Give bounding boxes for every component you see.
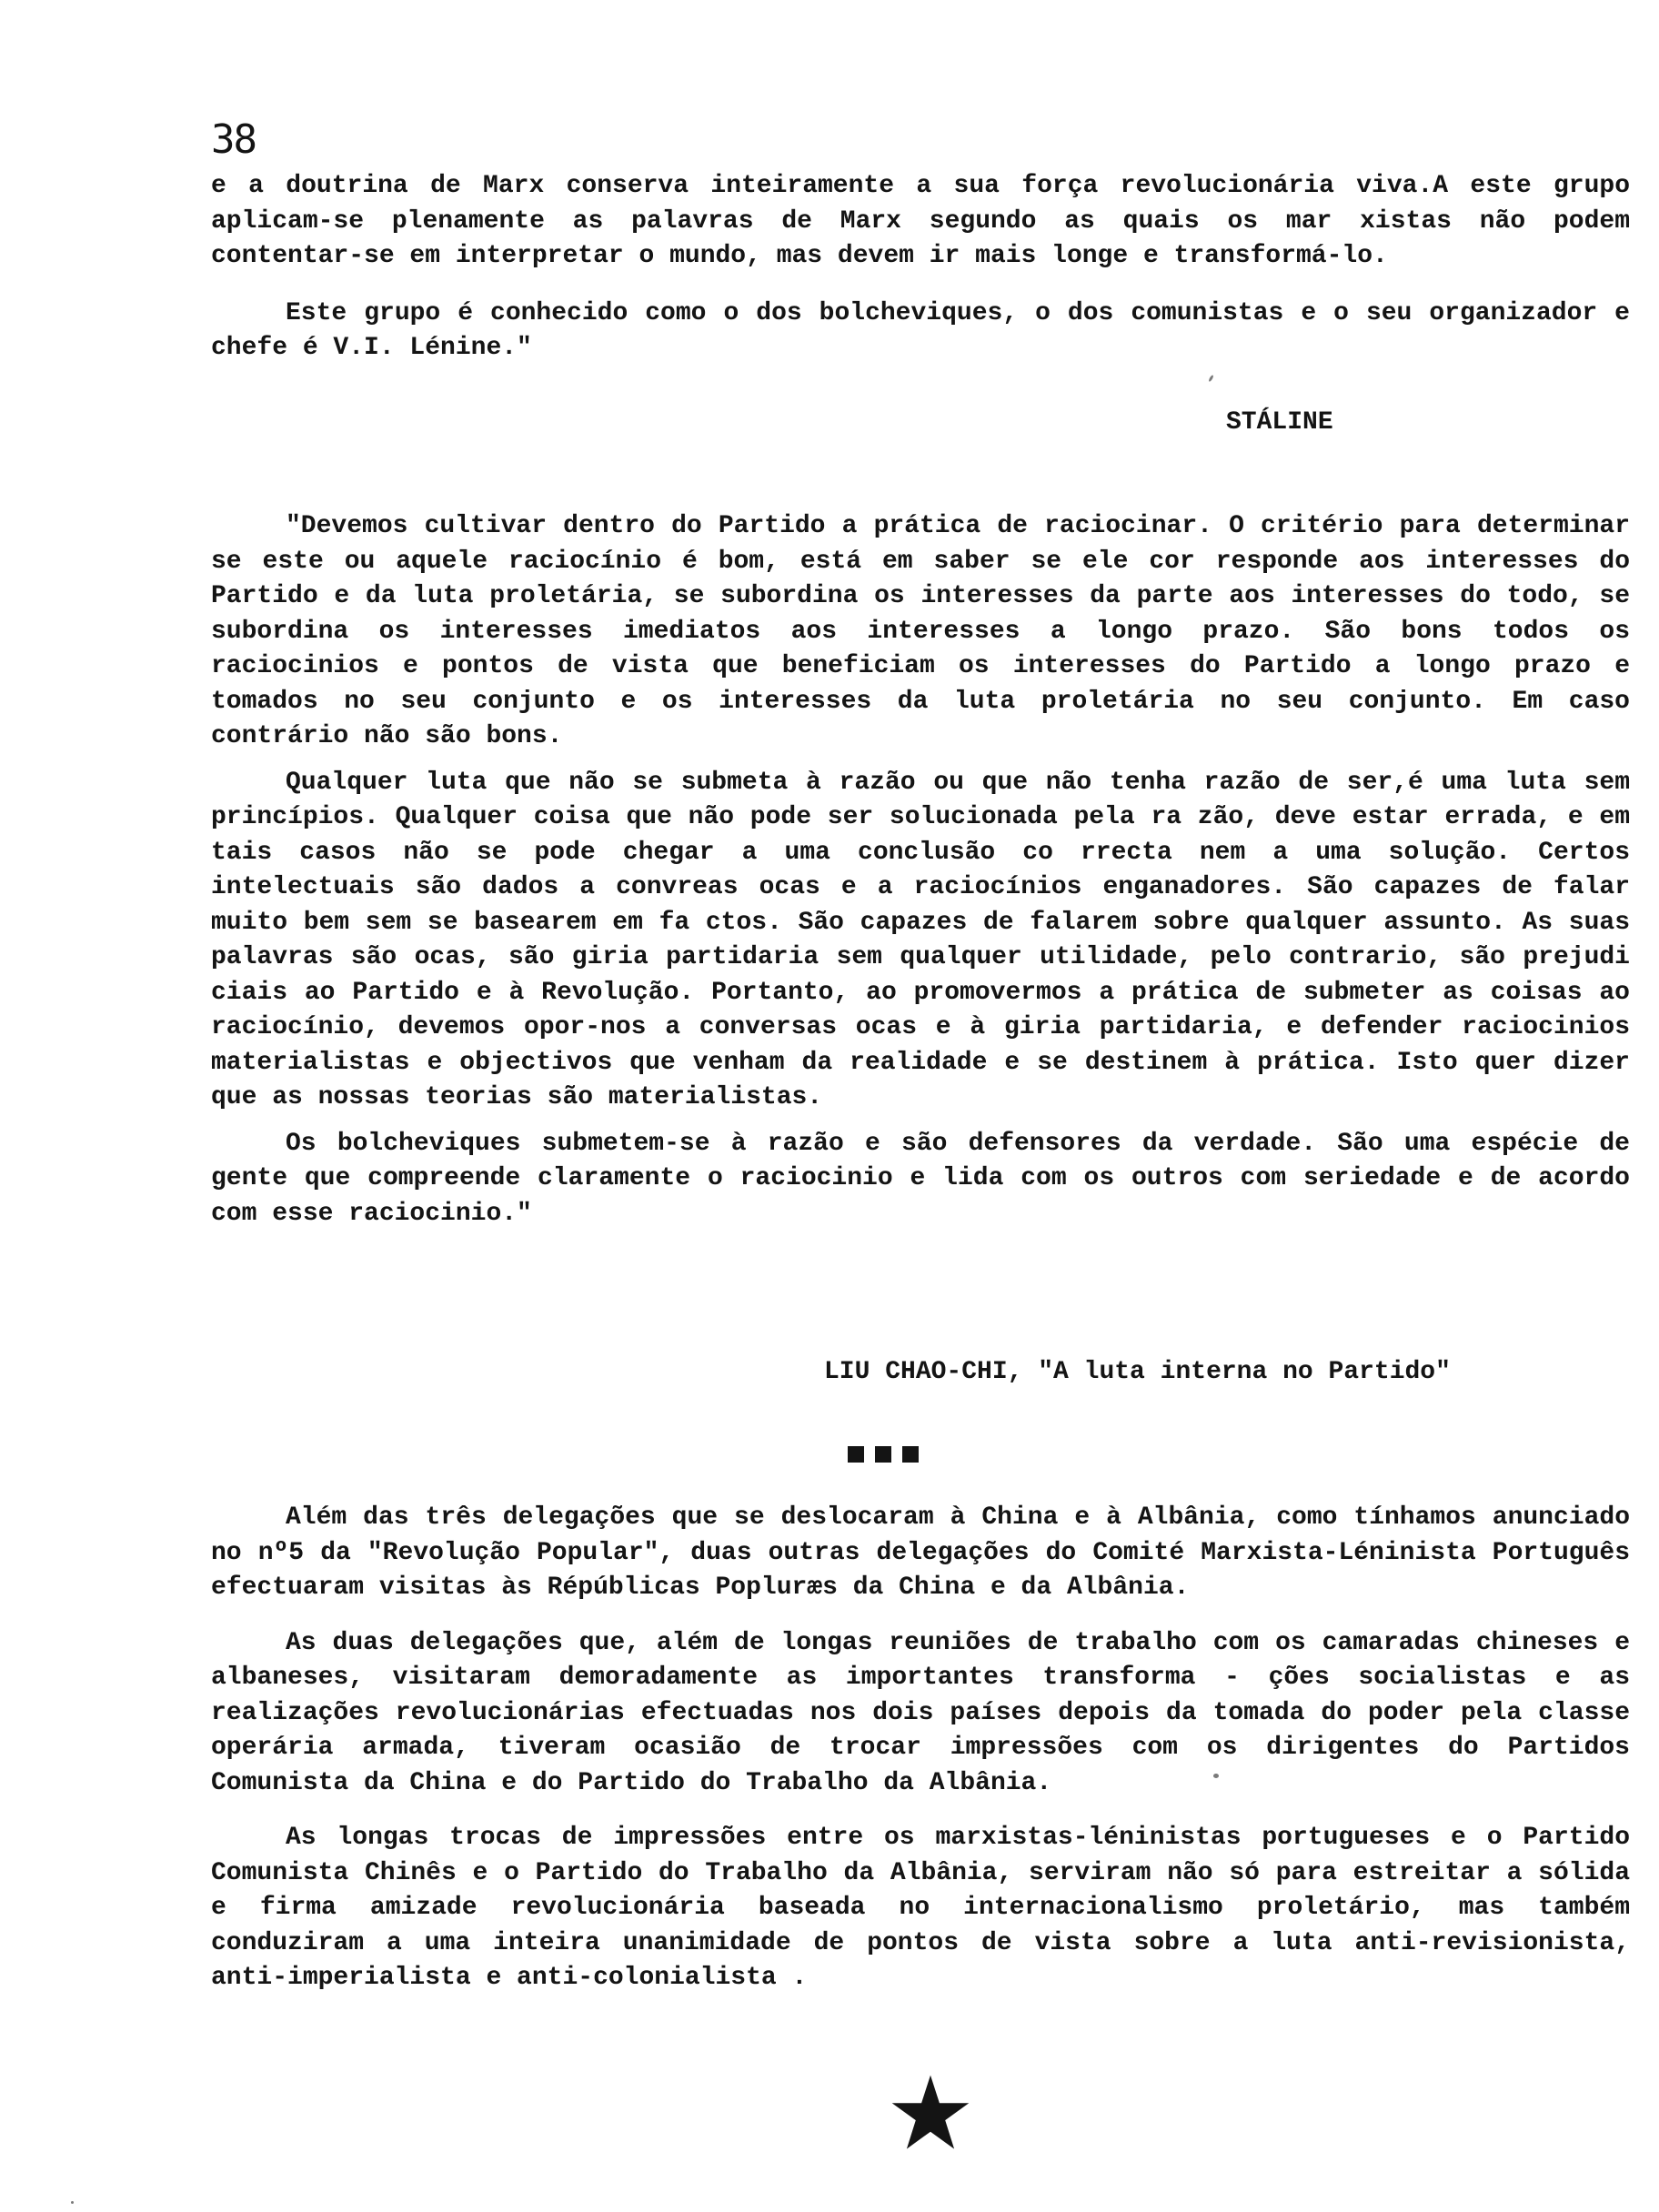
liu-quote-block [211,509,1630,1232]
stalin-attribution: STÁLINE [1226,408,1333,437]
delegations-paragraph-2: As duas delegações que, além de longas reuniões de trabalho com os camaradas chineses e albaneses, visitaram demoradamente as importantes transforma - ções socialistas e as realizações revolucionárias efectuadas nos dois países depois da tomada do poder pela classe operária armada, tiveram ocasião de trocar impressões com os dirigentes do Partidos Comunista da China e do Partido do Trabalho da Albânia. [211,1628,1630,1797]
scan-speck [71,2201,74,2204]
page-number: 38 [211,116,256,163]
scan-speck [1213,1774,1219,1778]
separator-square [848,1446,864,1463]
separator-square [875,1446,891,1463]
delegations-block [211,1501,1630,1996]
liu-paragraph-3: Os bolcheviques submetem-se à razão e são defensores da verdade. São uma espécie de gente que compreende claramente o raciocinio e lida com os outros com seriedade e de acordo com esse raciocinio." [211,1129,1630,1228]
stalin-paragraph-1: e a doutrina de Marx conserva inteiramente a sua força revolucionária viva.A este grupo aplicam-se plenamente as palavras de Marx segundo as quais os mar xistas não podem contentar-se em interpretar o mundo, mas devem ir mais longe e transformá-lo. [211,172,1630,270]
liu-attribution: LIU CHAO-CHI, "A luta interna no Partido" [824,1358,1451,1386]
stalin-quote-block [211,169,1630,367]
black-star-icon [890,2072,971,2154]
three-squares-separator [848,1446,919,1463]
scan-speck [1208,375,1214,382]
stalin-paragraph-2: Este grupo é conhecido como o dos bolcheviques, o dos comunistas e o seu organizador e chefe é V.I. Lénine." [211,298,1630,362]
delegations-paragraph-1: Além das três delegações que se deslocaram à China e à Albânia, como tínhamos anunciado no nº5 da "Revolução Popular", duas outras delegações do Comité Marxista-Léninista Português efectuaram visitas às Répúblicas Popluræs da China e da Albânia. [211,1503,1630,1602]
separator-square [902,1446,919,1463]
liu-paragraph-1: "Devemos cultivar dentro do Partido a prática de raciocinar. O critério para determinar se este ou aquele raciocínio é bom, está em saber se ele cor responde aos interesses do Partido e da luta proletária, se subordina os interesses da parte aos interesses do todo, se subordina os interesses imediatos aos interesses a longo prazo. São bons todos os raciocinios e pontos de vista que beneficiam os interesses do Partido a longo prazo e tomados no seu conjunto e os interesses da luta proletária no seu conjunto. Em caso contrário não são bons. [211,512,1630,750]
delegations-paragraph-3: As longas trocas de impressões entre os marxistas-léninistas portugueses e o Partido Comunista Chinês e o Partido do Trabalho da Albânia, serviram não só para estreitar a sólida e firma amizade revolucionária baseada no internacionalismo proletário, mas também conduziram a uma inteira unanimidade de pontos de vista sobre a luta anti-revisionista, anti-imperialista e anti-colonialista . [211,1824,1630,1992]
liu-paragraph-2: Qualquer luta que não se submeta à razão ou que não tenha razão de ser,é uma luta sem princípios. Qualquer coisa que não pode ser solucionada pela ra zão, deve estar errada, e em tais casos não se pode chegar a uma conclusão co rrecta nem a uma solução. Certos intelectuais são dados a convreas ocas e a raciocínios enganadores. São capazes de falar muito bem sem se basearem em fa ctos. São capazes de falarem sobre qualquer assunto. As suas palavras são ocas, são giria partidaria sem qualquer utilidade, pelo contrario, são prejudi ciais ao Partido e à Revolução. Portanto, ao promovermos a prática de submeter as coisas ao raciocínio, devemos opor-nos a conversas ocas e à giria partidaria, e defender raciocinios materialistas e objectivos que venham da realidade e se destinem à prática. Isto quer dizer que as nossas teorias são materialistas. [211,768,1630,1111]
